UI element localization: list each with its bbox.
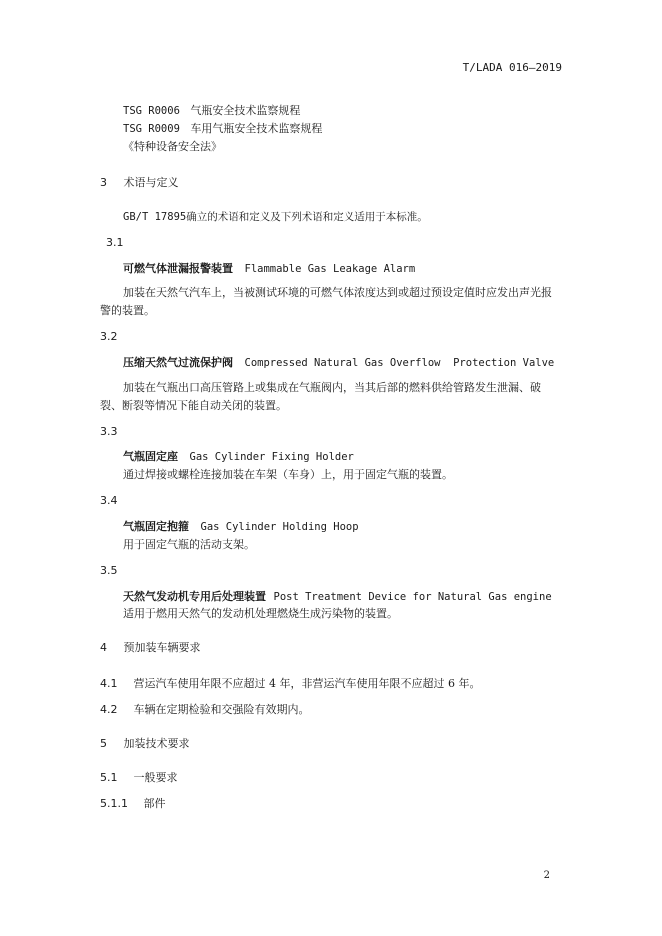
clause-number: 4.2 — [100, 703, 118, 716]
section-heading — [100, 176, 179, 190]
term-heading — [123, 520, 359, 534]
page-number: 2 — [543, 870, 550, 881]
term-en: Post Treatment Device for Natural Gas engine — [273, 591, 552, 603]
section-title: 加装技术要求 — [123, 737, 190, 750]
document-id-header: T/LADA 016—2019 — [462, 61, 562, 74]
term-definition: 加装在天然气汽车上，当被测试环境的可燃气体浓度达到或超过预设定值时应发出声光报警的装置。 — [100, 286, 552, 317]
term-en: Flammable Gas Leakage Alarm — [244, 263, 416, 275]
term-heading — [123, 356, 554, 370]
term-zh: 气瓶固定座 — [123, 450, 178, 463]
reference-title: 车用气瓶安全技术监察规程 — [190, 122, 323, 135]
section-number: 3 — [100, 176, 107, 189]
requirement-item — [100, 703, 310, 717]
intro-text: GB/T 17895确立的术语和定义及下列术语和定义适用于本标准。 — [123, 211, 428, 223]
term-definition: 加装在气瓶出口高压管路上或集成在气瓶阀内，当其后部的燃料供给管路发生泄漏、破裂、断裂等情况下能自动关闭的装置。 — [100, 381, 541, 412]
section-title: 预加装车辆要求 — [123, 641, 201, 654]
term-en: Compressed Natural Gas Overflow Protection Valve — [244, 357, 555, 369]
requirement-text: 车辆在定期检验和交强险有效期内。 — [133, 703, 310, 716]
term-en: Gas Cylinder Fixing Holder — [189, 451, 354, 463]
term-definition: 适用于燃用天然气的发动机处理燃烧生成污染物的装置。 — [123, 607, 398, 620]
term-zh: 可燃气体泄漏报警装置 — [123, 262, 233, 275]
term-definition: 通过焊接或螺栓连接加装在车架（车身）上，用于固定气瓶的装置。 — [123, 468, 453, 481]
clause-number: 3.1 — [106, 236, 124, 249]
reference-title: 气瓶安全技术监察规程 — [190, 104, 301, 117]
clause-number: 3.4 — [100, 494, 118, 507]
clause-number: 3.5 — [100, 564, 118, 577]
clause-number: 5.1 — [100, 771, 118, 784]
clause-number: 3.2 — [100, 330, 118, 343]
reference-item — [123, 122, 322, 136]
clause-number: 3.3 — [100, 425, 118, 438]
subsection-title: 一般要求 — [133, 771, 178, 784]
reference-code: TSG R0009 — [123, 123, 180, 135]
term-definition: 用于固定气瓶的活动支架。 — [123, 538, 255, 551]
section-heading — [100, 737, 190, 751]
reference-item — [123, 104, 300, 118]
section-heading — [100, 641, 201, 655]
section-number: 4 — [100, 641, 107, 654]
clause-number: 5.1.1 — [100, 797, 128, 810]
term-zh: 天然气发动机专用后处理装置 — [123, 590, 266, 603]
subsection-title: 部件 — [143, 797, 166, 810]
section-number: 5 — [100, 737, 107, 750]
reference-code: TSG R0006 — [123, 105, 180, 117]
term-zh: 压缩天然气过流保护阀 — [123, 356, 233, 369]
subsection-heading — [100, 771, 178, 785]
section-intro — [123, 210, 428, 224]
clause-number: 4.1 — [100, 677, 118, 690]
requirement-text: 营运汽车使用年限不应超过 4 年，非营运汽车使用年限不应超过 6 年。 — [133, 677, 481, 690]
term-en: Gas Cylinder Holding Hoop — [200, 521, 359, 533]
subsection-heading — [100, 797, 166, 811]
reference-item — [123, 140, 222, 154]
reference-title: 《特种设备安全法》 — [123, 140, 222, 153]
term-heading — [123, 262, 415, 276]
term-heading — [123, 450, 354, 464]
term-heading — [123, 590, 552, 604]
requirement-item — [100, 677, 480, 691]
section-title: 术语与定义 — [123, 176, 179, 189]
term-zh: 气瓶固定抱箍 — [123, 520, 189, 533]
